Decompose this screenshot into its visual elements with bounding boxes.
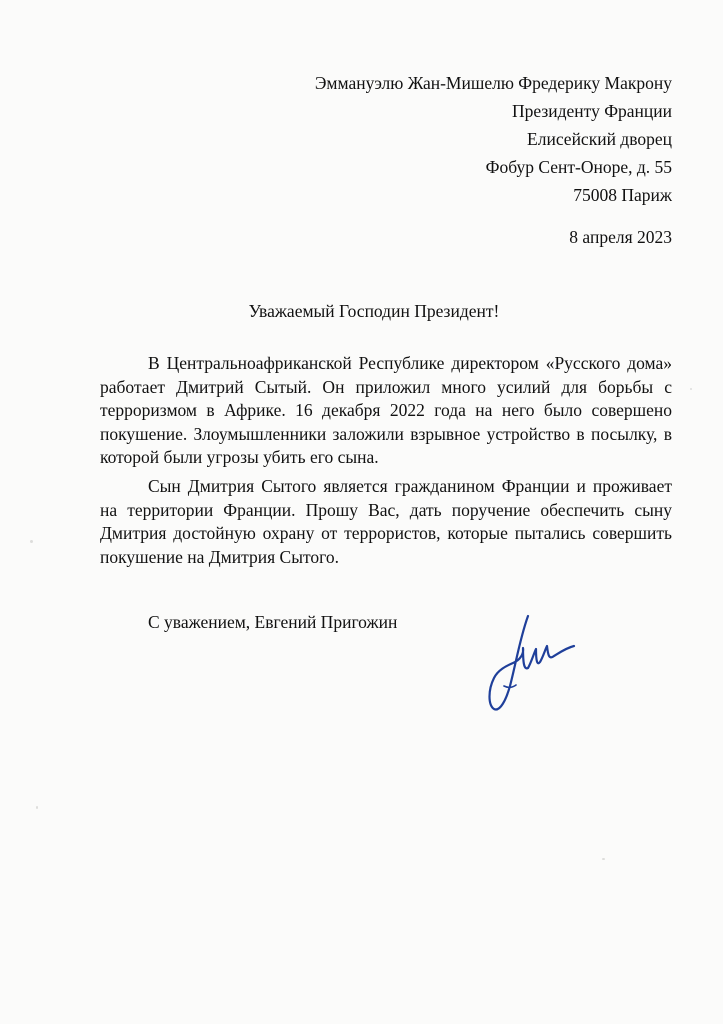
scan-speck: [36, 806, 38, 809]
body-paragraph-2: Сын Дмитрия Сытого является гражданином Франции и проживает на территории Франции. Прошу Вас, дать поручение обеспечить сыну Дмитрия достойную охрану от террористов, которые пытались совершить покушение на Дмитрия Сытого.: [100, 475, 672, 567]
recipient-name: Эммануэлю Жан-Мишелю Фредерику Макрону: [314, 73, 672, 93]
recipient-city: 75008 Париж: [573, 185, 672, 205]
recipient-street: Фобур Сент-Оноре, д. 55: [485, 157, 672, 177]
scan-speck: [602, 858, 605, 860]
signature: [476, 608, 616, 718]
recipient-address: [315, 69, 672, 209]
recipient-title: Президенту Франции: [511, 101, 672, 121]
scan-speck: [690, 388, 692, 390]
body-paragraph-1: В Центральноафриканской Республике директором «Русского дома» работает Дмитрий Сытый. Он приложил много усилий для борьбы с терроризмом в Африке. 16 декабря 2022 года на него было совершено покушение. Злоумышленники заложили взрывное устройство в посылку, в которой были угрозы убить его сына.: [100, 353, 672, 468]
letter-body: [100, 352, 672, 569]
salutation: Уважаемый Господин Президент!: [248, 301, 500, 321]
scan-speck: [30, 540, 33, 543]
signature-stroke: [490, 616, 575, 709]
recipient-building: Елисейский дворец: [527, 129, 672, 149]
closing-line: С уважением, Евгений Пригожин: [148, 612, 398, 632]
letter-date: 8 апреля 2023: [569, 227, 672, 247]
